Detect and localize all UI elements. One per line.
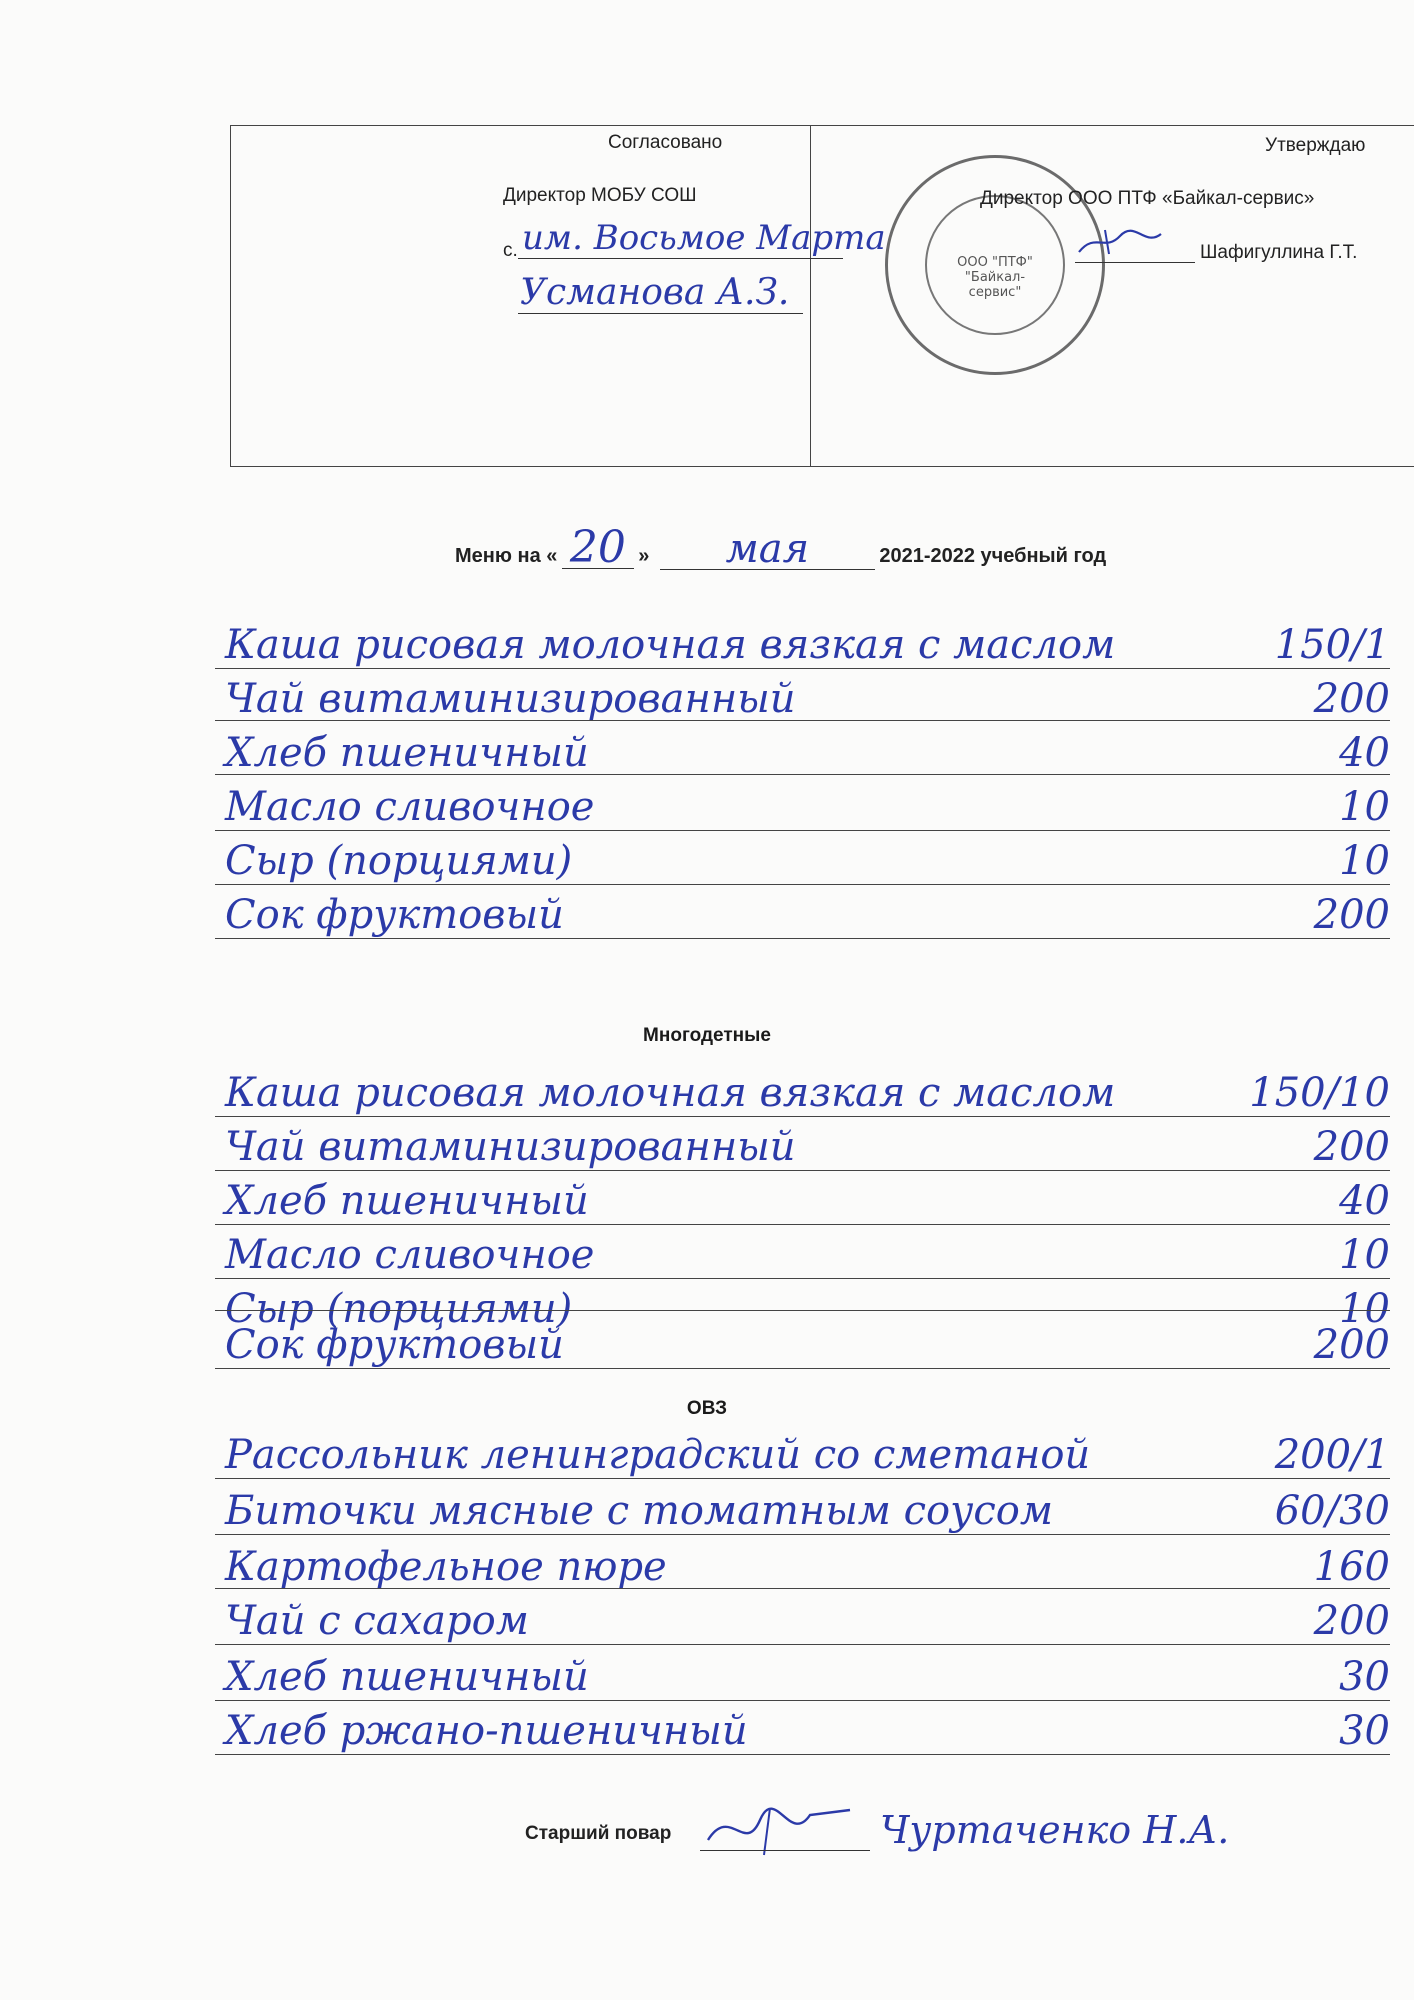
menu-item-name: Сыр (порциями) — [225, 1286, 573, 1332]
menu-item-qty: 200 — [1313, 1598, 1390, 1644]
menu-item-name: Сок фруктовый — [225, 892, 564, 938]
menu-item-qty: 30 — [1339, 1654, 1390, 1700]
menu-row-line — [215, 1754, 1390, 1755]
chief-cook-signature — [700, 1800, 870, 1860]
agreed-school-prefix: с. — [503, 240, 518, 261]
menu-item-qty: 200 — [1313, 1124, 1390, 1170]
menu-row-line — [215, 1534, 1390, 1535]
menu-row-line — [215, 1700, 1390, 1701]
menu-item-name: Каша рисовая молочная вязкая с маслом — [225, 622, 1116, 668]
menu-item-qty: 10 — [1339, 1232, 1390, 1278]
menu-row-line — [215, 720, 1390, 721]
menu-row-line — [215, 938, 1390, 939]
approval-header-divider — [810, 125, 811, 467]
menu-day-handwritten: 20 — [562, 528, 634, 569]
menu-row-line — [215, 1116, 1390, 1117]
menu-row-line — [215, 1170, 1390, 1171]
menu-item-qty: 200 — [1313, 1322, 1390, 1368]
approve-name: Шафигуллина Г.Т. — [1200, 242, 1358, 263]
menu-item-name: Масло сливочное — [225, 784, 595, 830]
menu-row-line — [215, 1588, 1390, 1589]
menu-row-line — [215, 668, 1390, 669]
section-title-special-needs: ОВЗ — [686, 1398, 728, 1419]
menu-row-line — [215, 1310, 1390, 1311]
menu-item-qty: 10 — [1339, 1286, 1390, 1332]
agreed-school-handwritten: им. Восьмое Марта — [522, 218, 886, 258]
menu-item-qty: 10 — [1339, 838, 1390, 884]
menu-row-line — [215, 1278, 1390, 1279]
menu-item-name: Хлеб пшеничный — [225, 1178, 589, 1224]
approve-title: Утверждаю — [1265, 135, 1366, 156]
menu-item-qty: 150/1 — [1274, 622, 1390, 668]
menu-item-name: Каша рисовая молочная вязкая с маслом — [225, 1070, 1116, 1116]
menu-row-line — [215, 1368, 1390, 1369]
menu-row-line — [215, 774, 1390, 775]
menu-row-line — [215, 1478, 1390, 1479]
chief-cook-label: Старший повар — [525, 1823, 672, 1844]
menu-title-mid: » — [638, 545, 650, 567]
menu-title-year: 2021-2022 учебный год — [879, 545, 1107, 567]
menu-item-name: Чай витаминизированный — [225, 676, 796, 722]
menu-item-name: Сыр (порциями) — [225, 838, 573, 884]
menu-row-line — [215, 1644, 1390, 1645]
chief-cook-signature-underline — [700, 1850, 870, 1851]
menu-title-prefix: Меню на « — [455, 545, 558, 567]
company-stamp-text: ООО "ПТФ" "Байкал-сервис" — [957, 255, 1033, 300]
menu-item-name: Чай витаминизированный — [225, 1124, 796, 1170]
menu-item-qty: 200 — [1313, 676, 1390, 722]
section-title-large-families: Многодетные — [643, 1025, 771, 1046]
menu-item-qty: 60/30 — [1274, 1488, 1390, 1534]
approve-signature-underline — [1075, 262, 1195, 263]
menu-item-name: Хлеб пшеничный — [225, 1654, 589, 1700]
menu-item-name: Рассольник ленинградский со сметаной — [225, 1432, 1091, 1478]
agreed-name-handwritten: Усманова А.З. — [520, 272, 790, 313]
menu-item-name: Сок фруктовый — [225, 1322, 564, 1368]
agreed-title: Согласовано — [608, 132, 723, 153]
menu-item-name: Чай с сахаром — [225, 1598, 529, 1644]
menu-row-line — [215, 1224, 1390, 1225]
menu-month-handwritten: мая — [660, 529, 875, 570]
menu-item-qty: 200/1 — [1274, 1432, 1390, 1478]
menu-item-name: Картофельное пюре — [225, 1544, 667, 1590]
menu-item-qty: 40 — [1339, 730, 1390, 776]
menu-item-qty: 30 — [1339, 1708, 1390, 1754]
chief-cook-name-handwritten: Чуртаченко Н.А. — [880, 1808, 1230, 1852]
agreed-position: Директор МОБУ СОШ — [503, 185, 697, 206]
menu-item-qty: 40 — [1339, 1178, 1390, 1224]
menu-item-name: Биточки мясные с томатным соусом — [225, 1488, 1053, 1534]
menu-row-line — [215, 830, 1390, 831]
agreed-name-underline — [518, 313, 803, 314]
menu-item-qty: 10 — [1339, 784, 1390, 830]
menu-item-name: Хлеб пшеничный — [225, 730, 589, 776]
menu-item-qty: 150/10 — [1249, 1070, 1390, 1116]
menu-item-qty: 200 — [1313, 892, 1390, 938]
menu-row-line — [215, 884, 1390, 885]
approval-header-box — [230, 125, 1414, 467]
menu-item-name: Хлеб ржано-пшеничный — [225, 1708, 748, 1754]
menu-title — [455, 522, 1107, 573]
menu-item-qty: 160 — [1313, 1544, 1390, 1590]
director-signature — [1075, 222, 1165, 262]
agreed-school-underline — [518, 258, 843, 259]
menu-item-name: Масло сливочное — [225, 1232, 595, 1278]
approve-position: Директор ООО ПТФ «Байкал-сервис» — [980, 188, 1315, 209]
